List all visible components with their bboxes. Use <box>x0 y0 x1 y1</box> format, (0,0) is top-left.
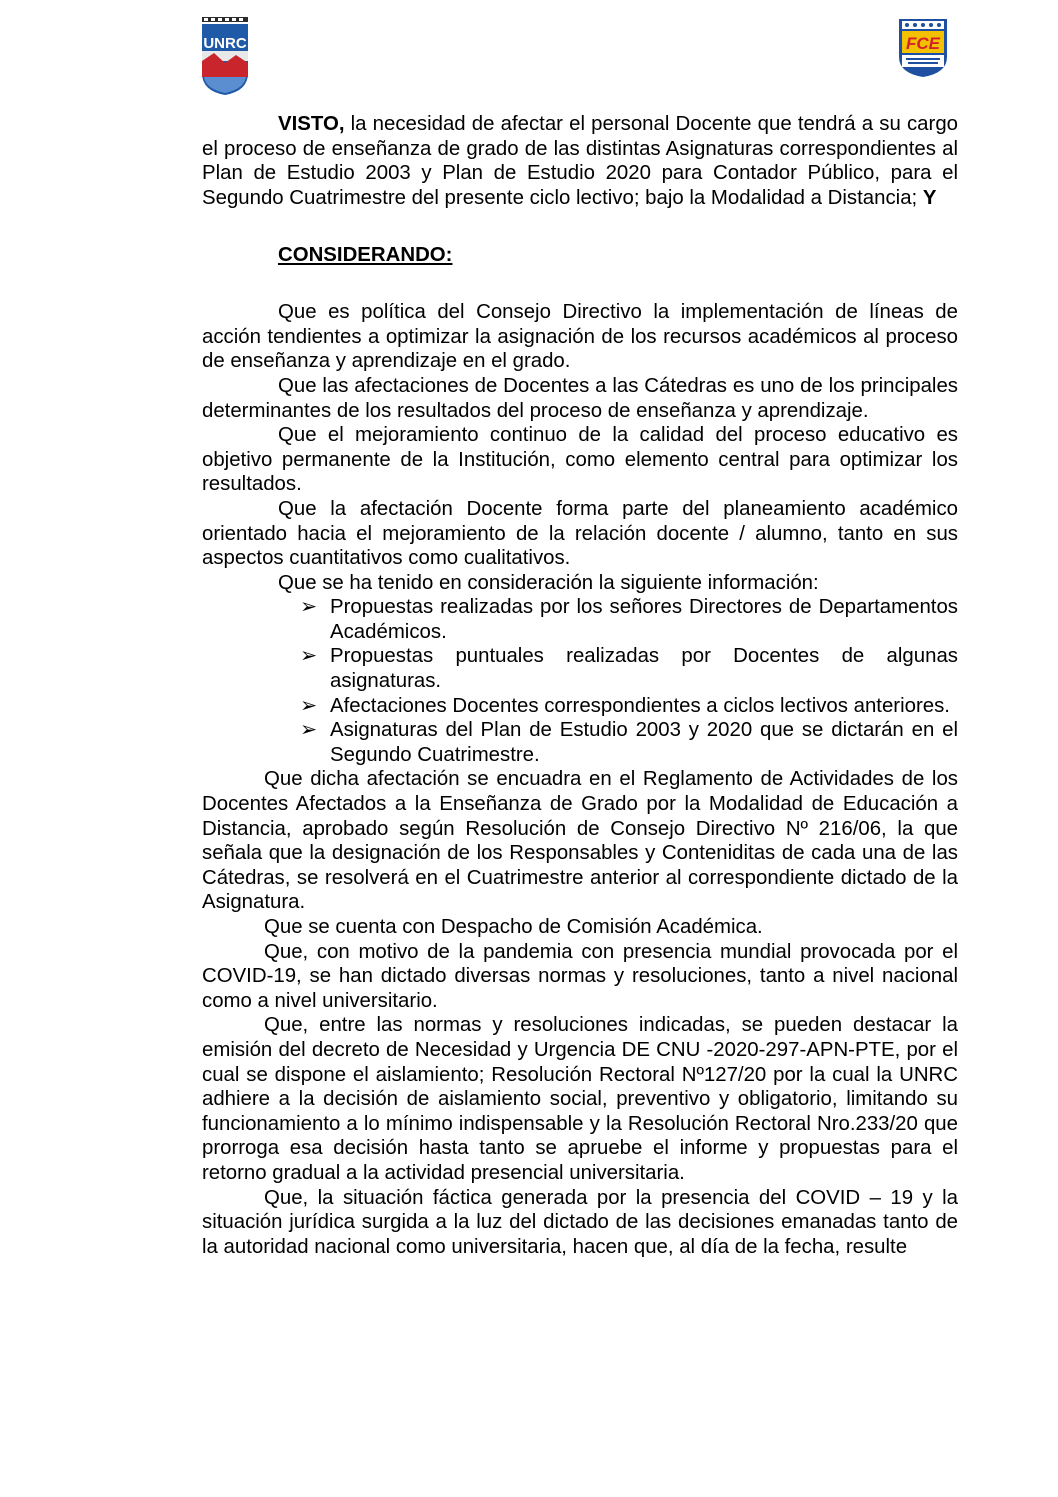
visto-label: VISTO, <box>278 113 345 135</box>
considerando-paragraph-9: Que, entre las normas y resoluciones indicadas, se pueden destacar la emisión del decreto de Necesidad y Urgencia DE CNU -2020-297-APN-PTE, por el cual se dispone el aislamiento; Resolución Rectoral Nº127/20 por la cual la UNRC adhiere a la decisión de aislamiento social, preventivo y obligatorio, limitando su funcionamiento a lo mínimo indispensable y la Resolución Rectoral Nro.233/20 que prorroga esa decisión hasta tanto se apruebe el informe y propuestas para el retorno gradual a la actividad presencial universitaria. <box>202 1014 958 1184</box>
document-body <box>202 112 958 1259</box>
arrow-bullet-icon: ➢ <box>300 719 318 742</box>
considerando-paragraph-5: Que se ha tenido en consideración la siguiente información: <box>278 571 819 594</box>
list-item: ➢ Asignaturas del Plan de Estudio 2003 y 2020 que se dictarán en el Segundo Cuatrimestre. <box>300 719 958 766</box>
list-item: ➢ Propuestas realizadas por los señores Directores de Departamentos Académicos. <box>300 596 958 643</box>
arrow-bullet-icon: ➢ <box>300 694 318 717</box>
visto-paragraph <box>202 112 958 210</box>
svg-text:FCE: FCE <box>906 34 940 53</box>
information-list <box>202 595 958 767</box>
considerando-paragraph-10: Que, la situación fáctica generada por la presencia del COVID – 19 y la situación jurídica surgida a la luz del dictado de las decisiones emanadas tanto de la autoridad nacional como universitaria, hacen que, al día de la fecha, resulte <box>202 1186 958 1258</box>
considerando-paragraph-2: Que las afectaciones de Docentes a las Cátedras es uno de los principales determinantes de los resultados del proceso de enseñanza y aprendizaje. <box>202 374 958 422</box>
considerando-paragraph-8: Que, con motivo de la pandemia con presencia mundial provocada por el COVID-19, se han dictado diversas normas y resoluciones, tanto a nivel nacional como a nivel universitario. <box>202 940 958 1012</box>
arrow-bullet-icon: ➢ <box>300 645 318 668</box>
considerando-paragraph-7: Que se cuenta con Despacho de Comisión Académica. <box>264 916 763 938</box>
arrow-bullet-icon: ➢ <box>300 596 318 619</box>
considerando-paragraph-3: Que el mejoramiento continuo de la calidad del proceso educativo es objetivo permanente de la Institución, como elemento central para optimizar los resultados. <box>202 424 958 496</box>
fce-logo <box>898 17 948 77</box>
visto-y: Y <box>922 186 937 209</box>
considerando-paragraph-4: Que la afectación Docente forma parte del planeamiento académico orientado hacia el mejoramiento de la relación docente / alumno, tanto en sus aspectos cuantitativos como cualitativos. <box>202 497 958 570</box>
unrc-logo <box>200 17 250 95</box>
visto-text: la necesidad de afectar el personal Docente que tendrá a su cargo el proceso de enseñanza de grado de las distintas Asignaturas correspondientes al Plan de Estudio 2003 y Plan de Estudio 2020 para Contador Público, para el Segundo Cuatrimestre del presente ciclo lectivo; bajo la Modalidad a Distancia; <box>202 113 958 209</box>
considerando-heading: CONSIDERANDO: <box>278 243 453 266</box>
considerando-paragraph-6: Que dicha afectación se encuadra en el Reglamento de Actividades de los Docentes Afectados a la Enseñanza de Grado por la Modalidad de Educación a Distancia, aprobado según Resolución de Consejo Directivo Nº 216/06, la que señala que la designación de los Responsables y Conteniditas de cada una de las Cátedras, se resolverá en el Cuatrimestre anterior al correspondiente dictado de la Asignatura. <box>202 768 958 914</box>
list-item: ➢ Afectaciones Docentes correspondientes a ciclos lectivos anteriores. <box>300 694 950 717</box>
svg-text:UNRC: UNRC <box>203 35 247 52</box>
considerando-paragraph-1: Que es política del Consejo Directivo la implementación de líneas de acción tendientes a optimizar la asignación de los recursos académicos al proceso de enseñanza y aprendizaje en el grado. <box>202 301 958 373</box>
list-item: ➢ Propuestas puntuales realizadas por Docentes de algunas asignaturas. <box>300 645 958 693</box>
